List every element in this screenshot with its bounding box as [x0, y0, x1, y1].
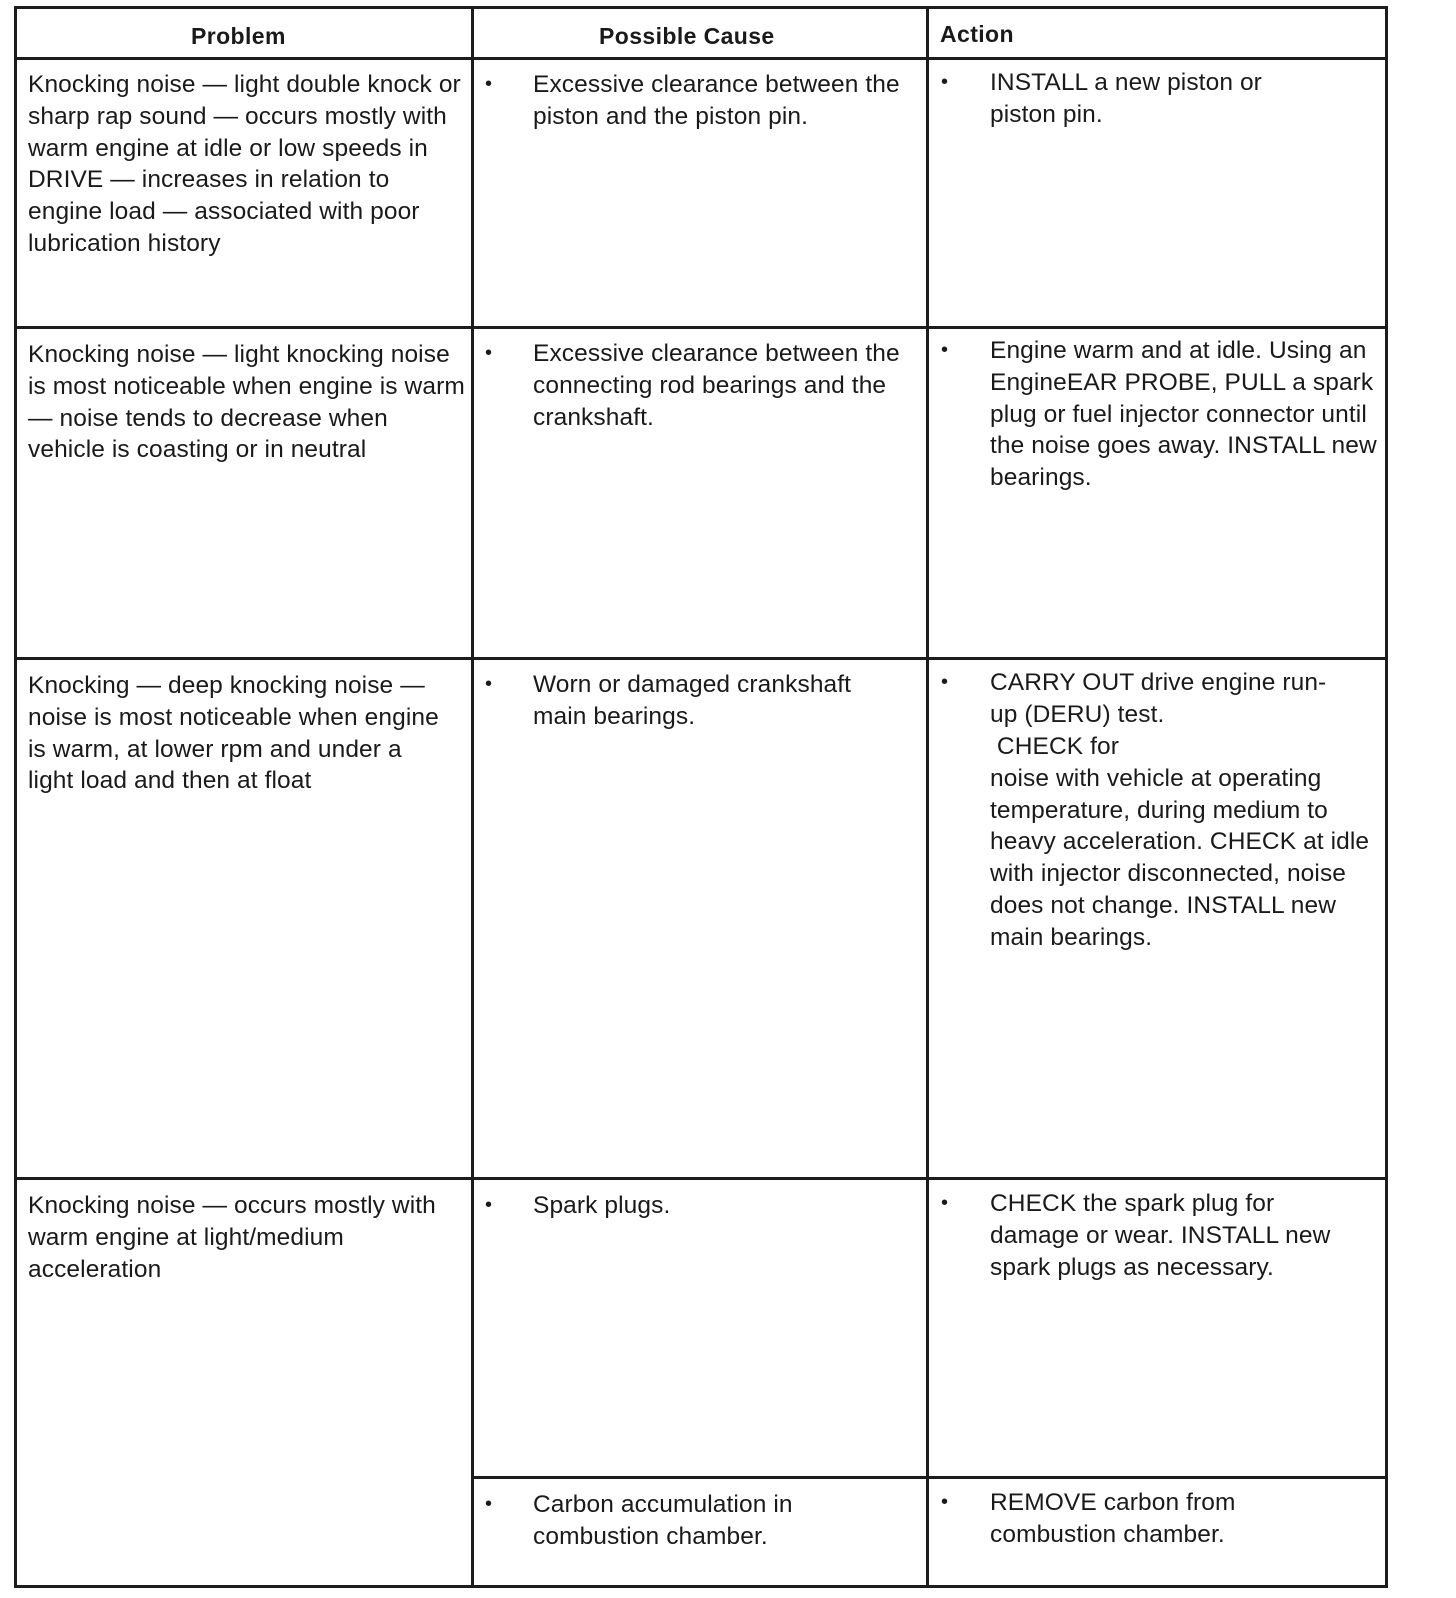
bullet: • [485, 342, 493, 364]
row-4-action-2: REMOVE carbon from combustion chamber. [990, 1489, 1236, 1548]
sub-row-divider [471, 1476, 1385, 1479]
row-2-problem: Knocking noise — light knocking noise is most noticeable when engine is warm — noise tends to decrease when vehicle is coasting or in neutral [28, 341, 465, 464]
row-3-cause: Worn or damaged crankshaft main bearings. [533, 671, 852, 730]
header-possible-cause: Possible Cause [599, 23, 775, 49]
row-4-cause-2: Carbon accumulation in combustion chamber. [533, 1491, 793, 1550]
header-problem: Problem [191, 23, 286, 49]
row-3-action: CHECK for noise with vehicle at operating temperature, during medium to heavy acceleration. CHECK at idle with injector disconnected, noise does not change. INSTALL new main bearings. [990, 733, 1370, 951]
row-3-action-lead: CARRY OUT drive engine run-up (DERU) test. [990, 669, 1327, 728]
row-divider [17, 1177, 1385, 1180]
bullet: • [941, 71, 949, 93]
header-action: Action [940, 21, 1014, 47]
row-divider [17, 326, 1385, 329]
bullet: • [941, 671, 949, 693]
bullet: • [485, 73, 493, 95]
bullet: • [941, 1192, 949, 1214]
bullet: • [941, 1491, 949, 1513]
troubleshooting-table [14, 6, 1388, 1588]
row-4-cause-1: Spark plugs. [533, 1192, 671, 1219]
row-2-cause: Excessive clearance between the connecting rod bearings and the crankshaft. [533, 340, 900, 431]
row-4-problem: Knocking noise — occurs mostly with warm engine at light/medium acceleration [28, 1192, 436, 1283]
row-2-action: Engine warm and at idle. Using an EngineEAR PROBE, PULL a spark plug or fuel injector connector until the noise goes away. INSTALL new bearings. [990, 337, 1377, 492]
row-1-action: INSTALL a new piston or piston pin. [990, 69, 1262, 128]
row-3-problem: Knocking — deep knocking noise — noise is most noticeable when engine is warm, at lower rpm and under a light load and then at float [28, 672, 439, 795]
row-1-problem: Knocking noise — light double knock or sharp rap sound — occurs mostly with warm engine at idle or low speeds in DRIVE — increases in relation to engine load — associated with poor lubrication history [28, 71, 461, 257]
bullet: • [485, 1493, 493, 1515]
column-divider [926, 9, 929, 1585]
row-divider [17, 657, 1385, 660]
row-1-cause: Excessive clearance between the piston and the piston pin. [533, 71, 900, 130]
row-4-action-1: CHECK the spark plug for damage or wear. INSTALL new spark plugs as necessary. [990, 1190, 1331, 1281]
bullet: • [485, 673, 493, 695]
bullet: • [485, 1194, 493, 1216]
bullet: • [941, 339, 949, 361]
header-divider [17, 57, 1385, 60]
